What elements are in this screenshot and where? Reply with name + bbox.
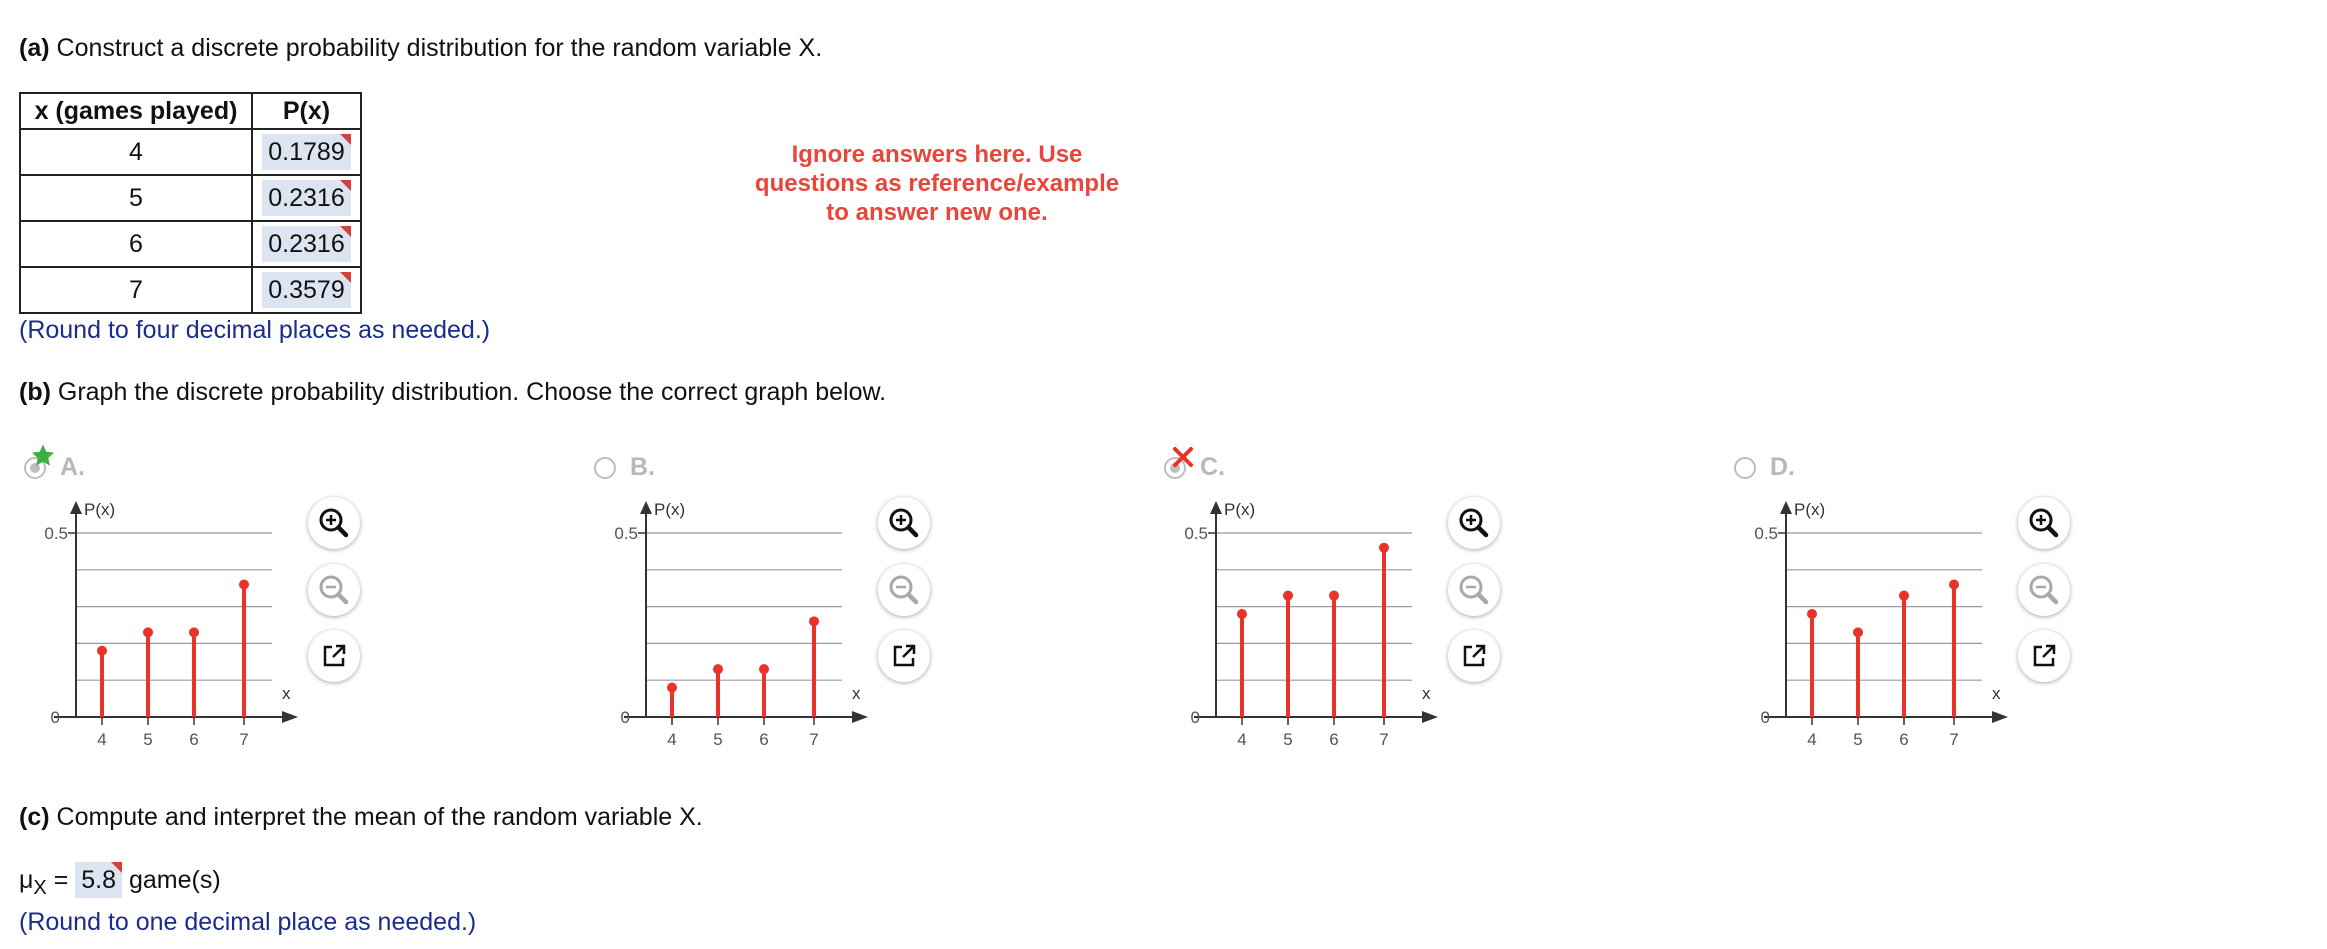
y-axis-label: P(x)	[654, 500, 686, 519]
y-axis-arrow	[1780, 501, 1792, 514]
probability-point	[809, 616, 819, 626]
table-row	[20, 267, 361, 313]
x-tick-label: 6	[1899, 730, 1909, 749]
table-cell-p	[252, 129, 361, 175]
y-tick-label: 0	[1190, 708, 1200, 727]
probability-point	[239, 580, 249, 590]
table-cell-p	[252, 221, 361, 267]
y-axis-label: P(x)	[1224, 500, 1256, 519]
x-tick-label: 4	[1807, 730, 1817, 749]
option-label[interactable]: D.	[1770, 453, 1795, 481]
open-in-new-window-icon	[2018, 630, 2070, 682]
x-tick-label: 7	[239, 730, 249, 749]
answer-field-p[interactable]	[262, 272, 350, 308]
mu-symbol: μ	[19, 866, 34, 894]
probability-graph-d	[1724, 495, 2024, 765]
x-mark-icon	[1172, 446, 1194, 473]
zoom-out-button[interactable]	[308, 564, 360, 616]
table-cell-x: 5	[20, 175, 252, 221]
answer-flag-icon	[340, 180, 351, 191]
part-b-label: (b)	[19, 378, 51, 406]
y-tick-label: 0	[50, 708, 60, 727]
x-axis-label: x	[1422, 684, 1431, 703]
y-tick-label: 0.5	[44, 524, 68, 543]
y-tick-label: 0.5	[1754, 524, 1778, 543]
table-cell-p	[252, 175, 361, 221]
popout-button[interactable]	[2018, 630, 2070, 682]
answer-value: 0.3579	[268, 276, 345, 304]
part-c-question	[19, 803, 703, 832]
zoom-out-icon	[308, 564, 360, 616]
answer-field-p[interactable]	[262, 180, 350, 216]
x-axis-label: x	[1992, 684, 2001, 703]
probability-point	[1853, 627, 1863, 637]
zoom-in-icon	[308, 497, 360, 549]
answer-flag-icon	[111, 862, 122, 873]
x-tick-label: 7	[809, 730, 819, 749]
answer-value: 0.2316	[268, 184, 345, 212]
probability-graph-b	[584, 495, 884, 765]
zoom-in-icon	[1448, 497, 1500, 549]
option-label[interactable]: A.	[60, 453, 85, 481]
probability-graph-a	[14, 495, 314, 765]
y-tick-label: 0	[1760, 708, 1770, 727]
part-a-hint: (Round to four decimal places as needed.)	[19, 316, 491, 344]
y-axis-arrow	[640, 501, 652, 514]
zoom-out-button[interactable]	[878, 564, 930, 616]
zoom-in-button[interactable]	[1448, 497, 1500, 549]
mean-answer-line	[19, 862, 221, 900]
part-a-question	[19, 34, 822, 63]
table-cell-p	[252, 267, 361, 313]
probability-point	[1949, 580, 1959, 590]
answer-field-p[interactable]	[262, 134, 350, 170]
zoom-in-icon	[2018, 497, 2070, 549]
probability-point	[1807, 609, 1817, 619]
answer-value: 0.2316	[268, 230, 345, 258]
open-in-new-window-icon	[878, 630, 930, 682]
probability-point	[1379, 543, 1389, 553]
x-tick-label: 5	[1853, 730, 1863, 749]
option-label[interactable]: B.	[630, 453, 655, 481]
part-a-label: (a)	[19, 34, 50, 62]
option-radio-b[interactable]	[594, 457, 616, 479]
mu-subscript: X	[33, 877, 47, 899]
y-axis-arrow	[1210, 501, 1222, 514]
x-axis-label: x	[282, 684, 291, 703]
x-tick-label: 5	[143, 730, 153, 749]
probability-point	[1237, 609, 1247, 619]
zoom-in-button[interactable]	[2018, 497, 2070, 549]
x-tick-label: 7	[1949, 730, 1959, 749]
y-axis-arrow	[70, 501, 82, 514]
x-tick-label: 7	[1379, 730, 1389, 749]
option-label[interactable]: C.	[1200, 453, 1225, 481]
y-tick-label: 0.5	[1184, 524, 1208, 543]
table-cell-x: 7	[20, 267, 252, 313]
option-radio-d[interactable]	[1734, 457, 1756, 479]
part-c-hint: (Round to one decimal place as needed.)	[19, 908, 477, 936]
x-tick-label: 4	[97, 730, 107, 749]
probability-point	[667, 683, 677, 693]
answer-field-p[interactable]	[262, 226, 350, 262]
probability-point	[143, 627, 153, 637]
mean-unit: game(s)	[128, 866, 221, 894]
table-cell-x: 4	[20, 129, 252, 175]
x-axis-arrow	[1422, 711, 1438, 723]
popout-button[interactable]	[1448, 630, 1500, 682]
probability-point	[1899, 591, 1909, 601]
note-line: questions as reference/example	[754, 170, 1120, 197]
probability-point	[189, 627, 199, 637]
x-tick-label: 6	[189, 730, 199, 749]
zoom-in-button[interactable]	[878, 497, 930, 549]
y-tick-label: 0.5	[614, 524, 638, 543]
zoom-in-button[interactable]	[308, 497, 360, 549]
equals-sign: =	[46, 866, 76, 894]
probability-point	[97, 646, 107, 656]
part-b-question	[19, 378, 886, 407]
part-a-text: Construct a discrete probability distribution for the random variable X.	[49, 34, 823, 62]
zoom-in-icon	[878, 497, 930, 549]
zoom-out-icon	[2018, 564, 2070, 616]
probability-point	[1329, 591, 1339, 601]
table-header-px: P(x)	[252, 93, 361, 129]
note-line: to answer new one.	[826, 199, 1048, 226]
table-header-row	[20, 93, 361, 129]
x-tick-label: 5	[713, 730, 723, 749]
answer-value: 5.8	[81, 866, 117, 894]
x-axis-label: x	[852, 684, 861, 703]
x-axis-arrow	[282, 711, 298, 723]
part-c-text: Compute and interpret the mean of the random variable X.	[49, 803, 703, 831]
part-b-text: Graph the discrete probability distribution. Choose the correct graph below.	[50, 378, 887, 406]
open-in-new-window-icon	[1448, 630, 1500, 682]
x-axis-arrow	[852, 711, 868, 723]
y-axis-label: P(x)	[1794, 500, 1826, 519]
x-tick-label: 5	[1283, 730, 1293, 749]
y-axis-label: P(x)	[84, 500, 116, 519]
open-in-new-window-icon	[308, 630, 360, 682]
answer-flag-icon	[340, 226, 351, 237]
instructor-note	[727, 140, 1147, 227]
popout-button[interactable]	[878, 630, 930, 682]
answer-flag-icon	[340, 134, 351, 145]
zoom-out-button[interactable]	[2018, 564, 2070, 616]
x-axis-arrow	[1992, 711, 2008, 723]
part-c-label: (c)	[19, 803, 50, 831]
zoom-out-icon	[1448, 564, 1500, 616]
x-tick-label: 6	[1329, 730, 1339, 749]
probability-point	[1283, 591, 1293, 601]
x-tick-label: 6	[759, 730, 769, 749]
probability-point	[759, 664, 769, 674]
x-tick-label: 4	[667, 730, 677, 749]
y-tick-label: 0	[620, 708, 630, 727]
x-tick-label: 4	[1237, 730, 1247, 749]
note-line: Ignore answers here. Use	[791, 141, 1083, 168]
answer-flag-icon	[340, 272, 351, 283]
mean-answer-field[interactable]	[75, 862, 122, 898]
table-row	[20, 129, 361, 175]
star-icon	[30, 443, 56, 474]
table-cell-x: 6	[20, 221, 252, 267]
zoom-out-button[interactable]	[1448, 564, 1500, 616]
table-row	[20, 221, 361, 267]
answer-value: 0.1789	[268, 138, 345, 166]
distribution-table	[19, 92, 362, 314]
probability-point	[713, 664, 723, 674]
table-header-x: x (games played)	[20, 93, 252, 129]
probability-graph-c	[1154, 495, 1454, 765]
zoom-out-icon	[878, 564, 930, 616]
popout-button[interactable]	[308, 630, 360, 682]
table-row	[20, 175, 361, 221]
